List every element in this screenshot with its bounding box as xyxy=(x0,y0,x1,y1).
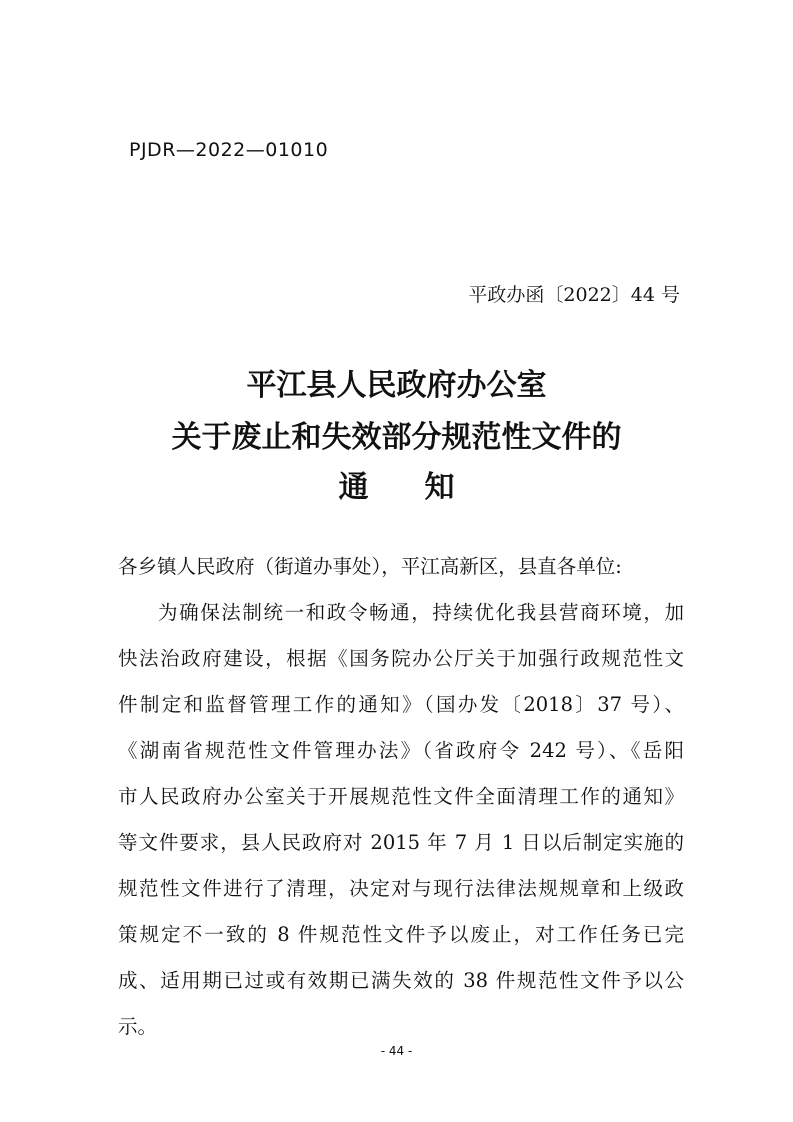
title-line-2: 关于废止和失效部分规范性文件的 xyxy=(171,420,622,455)
salutation: 各乡镇人民政府（街道办事处），平江高新区，县直各单位: xyxy=(118,555,622,578)
body-line: 《湖南省规范性文件管理办法》（省政府令 242 号）、《岳阳 xyxy=(118,739,684,762)
body-line: 示。 xyxy=(118,1015,158,1038)
page-number: - 44 - xyxy=(380,1044,413,1058)
body-line: 件制定和监督管理工作的通知》（国办发〔2018〕37 号）、 xyxy=(118,693,684,716)
body-line: 快法治政府建设，根据《国务院办公厅关于加强行政规范性文 xyxy=(118,647,684,670)
body-line: 策规定不一致的 8 件规范性文件予以废止，对工作任务已完 xyxy=(118,923,684,946)
body-line: 为确保法制统一和政令畅通，持续优化我县营商环境，加 xyxy=(158,601,684,624)
title-line-3: 通知 xyxy=(338,470,511,505)
title-line-1: 平江县人民政府办公室 xyxy=(246,368,547,403)
body-line: 规范性文件进行了清理，决定对与现行法律法规规章和上级政 xyxy=(118,877,684,900)
body-line: 等文件要求，县人民政府对 2015 年 7 月 1 日以后制定实施的 xyxy=(118,831,684,854)
body-line: 市人民政府办公室关于开展规范性文件全面清理工作的通知》 xyxy=(118,785,684,808)
document-number: 平政办函〔2022〕44 号 xyxy=(468,284,680,306)
body-line: 成、适用期已过或有效期已满失效的 38 件规范性文件予以公 xyxy=(118,969,684,992)
document-code: PJDR—2022—01010 xyxy=(129,139,329,161)
